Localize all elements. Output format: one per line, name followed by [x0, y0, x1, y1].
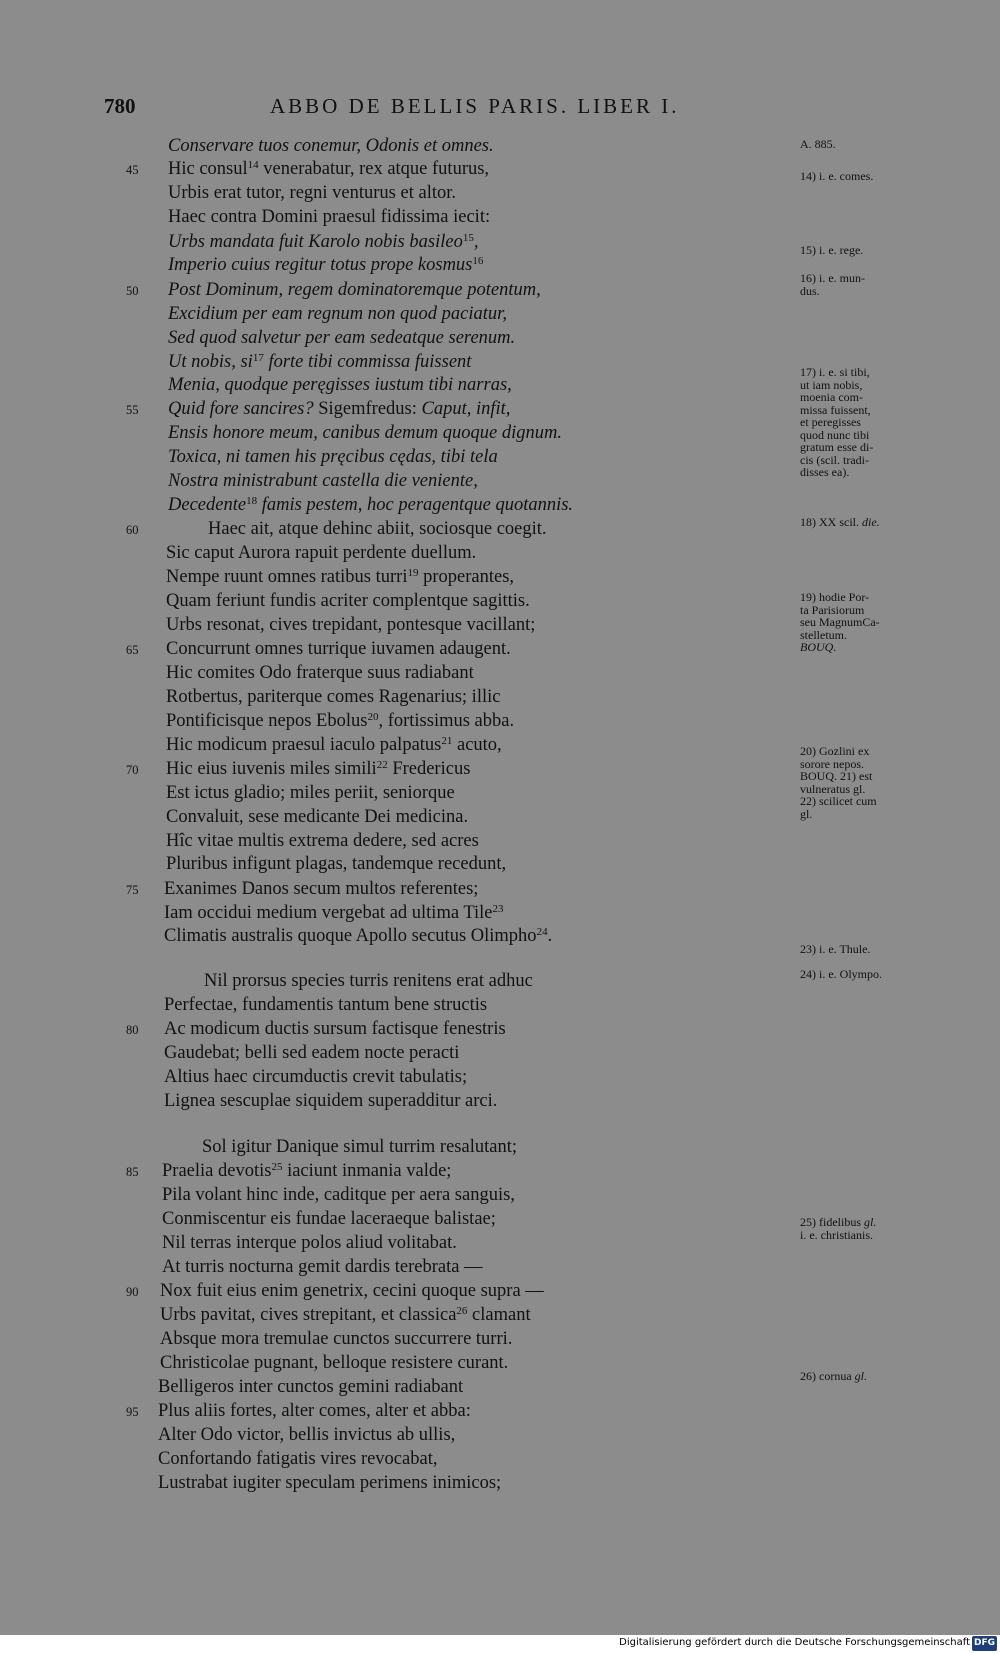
verse-line	[164, 1018, 506, 1040]
verse-line	[168, 374, 512, 396]
verse-line	[166, 662, 474, 684]
verse-text-segment: Quam feriunt fundis acriter complentque sagittis.	[166, 591, 530, 611]
marginal-note	[800, 943, 922, 956]
page-number: 780	[104, 94, 136, 118]
verse-text-segment: Hic comites Odo fraterque suus radiabant	[166, 663, 474, 683]
verse-line	[162, 1184, 515, 1206]
verse-text-segment: Hîc vitae multis extrema dedere, sed acres	[166, 831, 479, 851]
verse-line	[164, 1066, 467, 1088]
note-text: 19) hodie Por- ta Parisiorum seu MagnumCa- stelletum.	[800, 590, 880, 642]
note-italic: die.	[862, 515, 880, 529]
verse-line	[168, 398, 510, 420]
note-text: 25) fidelibus	[800, 1215, 864, 1229]
verse-line	[158, 1400, 471, 1422]
verse-line	[168, 303, 507, 325]
footnote-marker: 20	[367, 711, 379, 723]
verse-text-segment: Haec contra Domini praesul fidissima iecit:	[168, 207, 491, 227]
verse-text-segment: Perfectae, fundamentis tantum bene structis	[164, 995, 488, 1015]
verse-text-segment: Nil terras interque polos aliud volitabat.	[162, 1233, 457, 1253]
verse-text-segment: Menia, quodque peręgisses iustum tibi narras,	[168, 375, 512, 395]
verse-text-segment: Convaluit, sese medicante Dei medicina.	[166, 807, 469, 827]
verse-line	[168, 470, 478, 492]
verse-text-segment: Conservare tuos conemur, Odonis et omnes.	[168, 136, 494, 156]
verse-text-segment: Post Dominum, regem dominatoremque potentum,	[168, 280, 541, 300]
marginal-note	[800, 366, 922, 479]
verse-text-segment: Christicolae pugnant, belloque resistere curant.	[160, 1353, 509, 1373]
verse-text-segment: Ut nobis, si	[168, 352, 253, 372]
marginal-note	[800, 244, 922, 257]
verse-line	[162, 1160, 451, 1182]
verse-line	[166, 830, 479, 852]
verse-line	[158, 1448, 437, 1470]
verse-text-segment: Nostra ministrabunt castella die veniente,	[168, 471, 478, 491]
verse-text-segment: Concurrunt omnes turrique iuvamen adaugent.	[166, 639, 511, 659]
verse-text-segment: Sic caput Aurora rapuit perdente duellum.	[166, 543, 477, 563]
footer-credit: Digitalisierung gefördert durch die Deutsche Forschungsgemeinschaft	[619, 1637, 970, 1648]
verse-text-segment: .	[547, 926, 553, 946]
verse-line	[168, 327, 515, 349]
verse-line	[164, 994, 487, 1016]
verse-line	[164, 878, 478, 900]
verse-line	[168, 231, 478, 253]
verse-text-segment: Imperio cuius regitur totus prope kosmus	[168, 255, 473, 275]
verse-text-segment: Altius haec circumductis crevit tabulatis;	[164, 1067, 468, 1087]
footnote-marker: 15	[462, 232, 474, 244]
verse-text-segment: venerabatur, rex atque futurus,	[258, 159, 490, 179]
verse-text-segment: Climatis australis quoque Apollo secutus Olimpho	[164, 926, 537, 946]
marginal-note	[800, 745, 922, 820]
marginal-note	[800, 968, 922, 981]
verse-text-segment: Nox fuit eius enim genetrix, cecini quoque supra —	[160, 1281, 544, 1301]
verse-text-segment: famis pestem, hoc peragentque quotannis.	[257, 495, 574, 515]
verse-text-segment: Gaudebat; belli sed eadem nocte peracti	[164, 1043, 460, 1063]
verse-text-segment: Pontificisque nepos Ebolus	[166, 711, 368, 731]
marginal-note	[800, 138, 922, 151]
verse-line	[168, 494, 573, 516]
note-text: 24) i. e. Olympo.	[800, 967, 882, 981]
verse-line	[166, 686, 500, 708]
verse-line	[166, 806, 468, 828]
verse-line	[160, 1352, 508, 1374]
verse-line	[166, 542, 476, 564]
marginal-note	[800, 170, 922, 183]
note-text: 14) i. e. comes.	[800, 169, 874, 183]
verse-line	[164, 1090, 497, 1112]
footnote-marker: 21	[441, 735, 453, 747]
note-text: 17) i. e. si tibi, ut iam nobis, moenia com- missa fuissent, et peregisses quod nunc tibi gratum esse di- cis (scil. tradi- disses ea).	[800, 365, 874, 479]
verse-line	[204, 970, 533, 992]
verse-line	[160, 1280, 544, 1302]
marginal-note	[800, 1216, 922, 1241]
verse-line	[158, 1376, 463, 1398]
verse-text-segment: Lignea sescuplae siquidem superadditur arci.	[164, 1091, 498, 1111]
footnote-marker: 25	[271, 1161, 283, 1173]
verse-line	[160, 1304, 531, 1326]
verse-text-segment: Sigemfredus:	[313, 399, 422, 419]
verse-line	[168, 351, 471, 373]
verse-text-segment: Iam occidui medium vergebat ad ultima Tile	[164, 903, 493, 923]
verse-text-segment: Conmiscentur eis fundae laceraeque balistae;	[162, 1209, 496, 1229]
line-number: 55	[126, 403, 139, 417]
verse-text-segment: Confortando fatigatis vires revocabat,	[158, 1449, 438, 1469]
verse-text-segment: Excidium per eam regnum non quod paciatur,	[168, 304, 507, 324]
verse-line	[166, 590, 530, 612]
verse-text-segment: Belligeros inter cunctos gemini radiabant	[158, 1377, 464, 1397]
verse-line	[168, 206, 490, 228]
verse-line	[202, 1136, 517, 1158]
line-number: 95	[126, 1405, 139, 1419]
verse-line	[164, 902, 503, 924]
verse-line	[168, 182, 456, 204]
verse-text-segment: iaciunt inmania valde;	[282, 1161, 452, 1181]
verse-line	[158, 1472, 501, 1494]
line-number: 75	[126, 883, 139, 897]
verse-text-segment: Haec ait, atque dehinc abiit, sociosque coegit.	[208, 519, 547, 539]
verse-line	[162, 1232, 457, 1254]
verse-line	[208, 518, 547, 540]
verse-line	[166, 638, 511, 660]
note-italic: gl.	[854, 1369, 867, 1383]
dfg-logo: DFG	[972, 1636, 997, 1651]
marginal-note	[800, 272, 922, 297]
footer	[0, 1635, 1000, 1653]
verse-text-segment: Decedente	[168, 495, 247, 515]
verse-text-segment: Ensis honore meum, canibus demum quoque dignum.	[168, 423, 562, 443]
verse-text-segment: Praelia devotis	[162, 1161, 272, 1181]
note-text: 26) cornua	[800, 1369, 855, 1383]
verse-text-segment: Pila volant hinc inde, caditque per aera sanguis,	[162, 1185, 515, 1205]
note-text: A. 885.	[800, 137, 836, 151]
note-italic: gl.	[864, 1215, 877, 1229]
verse-text-segment: Ac modicum ductis sursum factisque fenestris	[164, 1019, 506, 1039]
verse-text-segment: Nil prorsus species turris renitens erat adhuc	[204, 971, 533, 991]
verse-text-segment: Hic modicum praesul iaculo palpatus	[166, 735, 442, 755]
verse-line	[166, 782, 455, 804]
marginal-note	[800, 1370, 922, 1383]
footnote-marker: 16	[472, 255, 484, 267]
marginal-note	[800, 516, 922, 529]
verse-text-segment: , fortissimus abba.	[378, 711, 515, 731]
verse-text-segment: Toxica, ni tamen his pręcibus cędas, tibi tela	[168, 447, 498, 467]
verse-text-segment: Urbs pavitat, cives strepitant, et classica	[160, 1305, 457, 1325]
verse-text-segment: Rotbertus, pariterque comes Ragenarius; illic	[166, 687, 501, 707]
verse-line	[166, 853, 506, 875]
verse-line	[168, 135, 494, 157]
line-number: 45	[126, 163, 139, 177]
note-text: 23) i. e. Thule.	[800, 942, 871, 956]
note-text: i. e. christianis.	[800, 1227, 873, 1242]
footnote-marker: 23	[492, 903, 504, 915]
verse-text-segment: Caput, infit,	[421, 399, 511, 419]
verse-text-segment: Fredericus	[387, 759, 471, 779]
note-text: 16) i. e. mun- dus.	[800, 271, 865, 298]
note-italic: BOUQ.	[800, 640, 837, 654]
verse-line	[164, 1042, 459, 1064]
verse-line	[166, 758, 470, 780]
running-title: ABBO DE BELLIS PARIS. LIBER I.	[270, 94, 680, 118]
footnote-marker: 18	[246, 495, 258, 507]
verse-line	[168, 158, 489, 180]
footnote-marker: 17	[252, 352, 264, 364]
line-number: 50	[126, 284, 139, 298]
verse-line	[166, 710, 514, 732]
verse-text-segment: Lustrabat iugiter speculam perimens inimicos;	[158, 1473, 502, 1493]
verse-line	[162, 1256, 483, 1278]
footnote-marker: 14	[247, 159, 259, 171]
line-number: 90	[126, 1285, 139, 1299]
line-number: 60	[126, 523, 139, 537]
verse-text-segment: acuto,	[452, 735, 502, 755]
verse-line	[160, 1328, 512, 1350]
verse-text-segment: clamant	[467, 1305, 531, 1325]
verse-text-segment: Plus aliis fortes, alter comes, alter et abba:	[158, 1401, 471, 1421]
verse-text-segment: Sol igitur Danique simul turrim resalutant;	[202, 1137, 517, 1157]
verse-line	[168, 254, 483, 276]
footnote-marker: 24	[536, 926, 548, 938]
verse-line	[166, 614, 535, 636]
verse-text-segment: Quid fore sancires?	[168, 399, 314, 419]
verse-text-segment: Pluribus infigunt plagas, tandemque recedunt,	[166, 854, 507, 874]
note-text: 15) i. e. rege.	[800, 243, 864, 257]
verse-line	[168, 422, 562, 444]
verse-line	[162, 1208, 496, 1230]
marginal-note	[800, 591, 922, 654]
verse-text-segment: Hic eius iuvenis miles simili	[166, 759, 377, 779]
verse-text-segment: Alter Odo victor, bellis invictus ab ullis,	[158, 1425, 456, 1445]
note-text: 18) XX scil.	[800, 515, 862, 529]
footnote-marker: 22	[376, 759, 388, 771]
verse-text-segment: properantes,	[418, 567, 515, 587]
verse-text-segment: Est ictus gladio; miles periit, seniorque	[166, 783, 455, 803]
verse-text-segment: Hic consul	[168, 159, 248, 179]
verse-text-segment: At turris nocturna gemit dardis terebrata —	[162, 1257, 483, 1277]
verse-text-segment: ,	[473, 232, 479, 252]
verse-text-segment: Absque mora tremulae cunctos succurrere turri.	[160, 1329, 513, 1349]
verse-line	[166, 734, 502, 756]
verse-text-segment: Urbis erat tutor, regni venturus et altor.	[168, 183, 456, 203]
verse-text-segment: forte tibi commissa fuissent	[263, 352, 472, 372]
verse-text-segment: Nempe ruunt omnes ratibus turri	[166, 567, 408, 587]
verse-line	[168, 446, 498, 468]
line-number: 85	[126, 1165, 139, 1179]
line-number: 70	[126, 763, 139, 777]
note-text: 20) Gozlini ex sorore nepos. BOUQ. 21) est vulneratus gl. 22) scilicet cum gl.	[800, 744, 877, 821]
verse-text-segment: Exanimes Danos secum multos referentes;	[164, 879, 479, 899]
verse-text-segment: Sed quod salvetur per eam sedeatque serenum.	[168, 328, 516, 348]
verse-line	[158, 1424, 455, 1446]
footnote-marker: 26	[456, 1305, 468, 1317]
footnote-marker: 19	[407, 567, 419, 579]
verse-line	[164, 925, 552, 947]
verse-text-segment: Urbs resonat, cives trepidant, pontesque vacillant;	[166, 615, 536, 635]
line-number: 80	[126, 1023, 139, 1037]
verse-line	[166, 566, 514, 588]
line-number: 65	[126, 643, 139, 657]
verse-line	[168, 279, 541, 301]
verse-text-segment: Urbs mandata fuit Karolo nobis basileo	[168, 232, 463, 252]
